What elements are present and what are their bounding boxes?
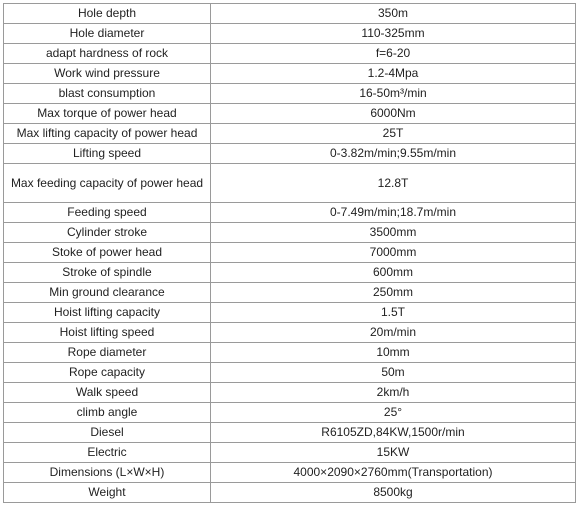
parameter-cell: Rope capacity	[4, 363, 211, 383]
parameter-cell: Rope diameter	[4, 343, 211, 363]
parameter-cell: Cylinder stroke	[4, 223, 211, 243]
spec-table	[3, 3, 576, 503]
value-cell: 2km/h	[211, 383, 576, 403]
table-row	[4, 44, 576, 64]
parameter-cell: Hole depth	[4, 4, 211, 24]
table-row	[4, 343, 576, 363]
table-row	[4, 203, 576, 223]
value-cell: 20m/min	[211, 323, 576, 343]
parameter-cell: Max lifting capacity of power head	[4, 124, 211, 144]
table-row	[4, 84, 576, 104]
table-row	[4, 4, 576, 24]
parameter-cell: Dimensions (L×W×H)	[4, 463, 211, 483]
parameter-cell: Work wind pressure	[4, 64, 211, 84]
table-row	[4, 483, 576, 503]
value-cell: 7000mm	[211, 243, 576, 263]
value-cell: 25T	[211, 124, 576, 144]
value-cell: 1.5T	[211, 303, 576, 323]
value-cell: 16-50m³/min	[211, 84, 576, 104]
table-row	[4, 223, 576, 243]
parameter-cell: Stroke of spindle	[4, 263, 211, 283]
table-row	[4, 383, 576, 403]
table-row	[4, 144, 576, 164]
table-row	[4, 24, 576, 44]
table-row	[4, 263, 576, 283]
value-cell: 50m	[211, 363, 576, 383]
table-row	[4, 423, 576, 443]
parameter-cell: Stoke of power head	[4, 243, 211, 263]
parameter-cell: blast consumption	[4, 84, 211, 104]
parameter-cell: Max feeding capacity of power head	[4, 164, 211, 203]
value-cell: 4000×2090×2760mm(Transportation)	[211, 463, 576, 483]
value-cell: 10mm	[211, 343, 576, 363]
table-row	[4, 124, 576, 144]
value-cell: 12.8T	[211, 164, 576, 203]
table-row	[4, 443, 576, 463]
parameter-cell: adapt hardness of rock	[4, 44, 211, 64]
value-cell: 250mm	[211, 283, 576, 303]
table-row	[4, 283, 576, 303]
value-cell: 6000Nm	[211, 104, 576, 124]
table-row	[4, 463, 576, 483]
parameter-cell: Hoist lifting capacity	[4, 303, 211, 323]
value-cell: f=6-20	[211, 44, 576, 64]
value-cell: 0-7.49m/min;18.7m/min	[211, 203, 576, 223]
table-row	[4, 323, 576, 343]
value-cell: 3500mm	[211, 223, 576, 243]
parameter-cell: Min ground clearance	[4, 283, 211, 303]
value-cell: R6105ZD,84KW,1500r/min	[211, 423, 576, 443]
value-cell: 110-325mm	[211, 24, 576, 44]
parameter-cell: Walk speed	[4, 383, 211, 403]
parameter-cell: Electric	[4, 443, 211, 463]
value-cell: 25°	[211, 403, 576, 423]
table-row	[4, 363, 576, 383]
parameter-cell: Lifting speed	[4, 144, 211, 164]
value-cell: 600mm	[211, 263, 576, 283]
parameter-cell: Hoist lifting speed	[4, 323, 211, 343]
value-cell: 1.2-4Mpa	[211, 64, 576, 84]
value-cell: 350m	[211, 4, 576, 24]
table-row	[4, 303, 576, 323]
parameter-cell: Feeding speed	[4, 203, 211, 223]
table-row	[4, 64, 576, 84]
table-row	[4, 243, 576, 263]
parameter-cell: Diesel	[4, 423, 211, 443]
parameter-cell: Hole diameter	[4, 24, 211, 44]
parameter-cell: climb angle	[4, 403, 211, 423]
parameter-cell: Max torque of power head	[4, 104, 211, 124]
value-cell: 0-3.82m/min;9.55m/min	[211, 144, 576, 164]
parameter-cell: Weight	[4, 483, 211, 503]
table-row	[4, 164, 576, 203]
table-row	[4, 403, 576, 423]
value-cell: 15KW	[211, 443, 576, 463]
value-cell: 8500kg	[211, 483, 576, 503]
table-row	[4, 104, 576, 124]
